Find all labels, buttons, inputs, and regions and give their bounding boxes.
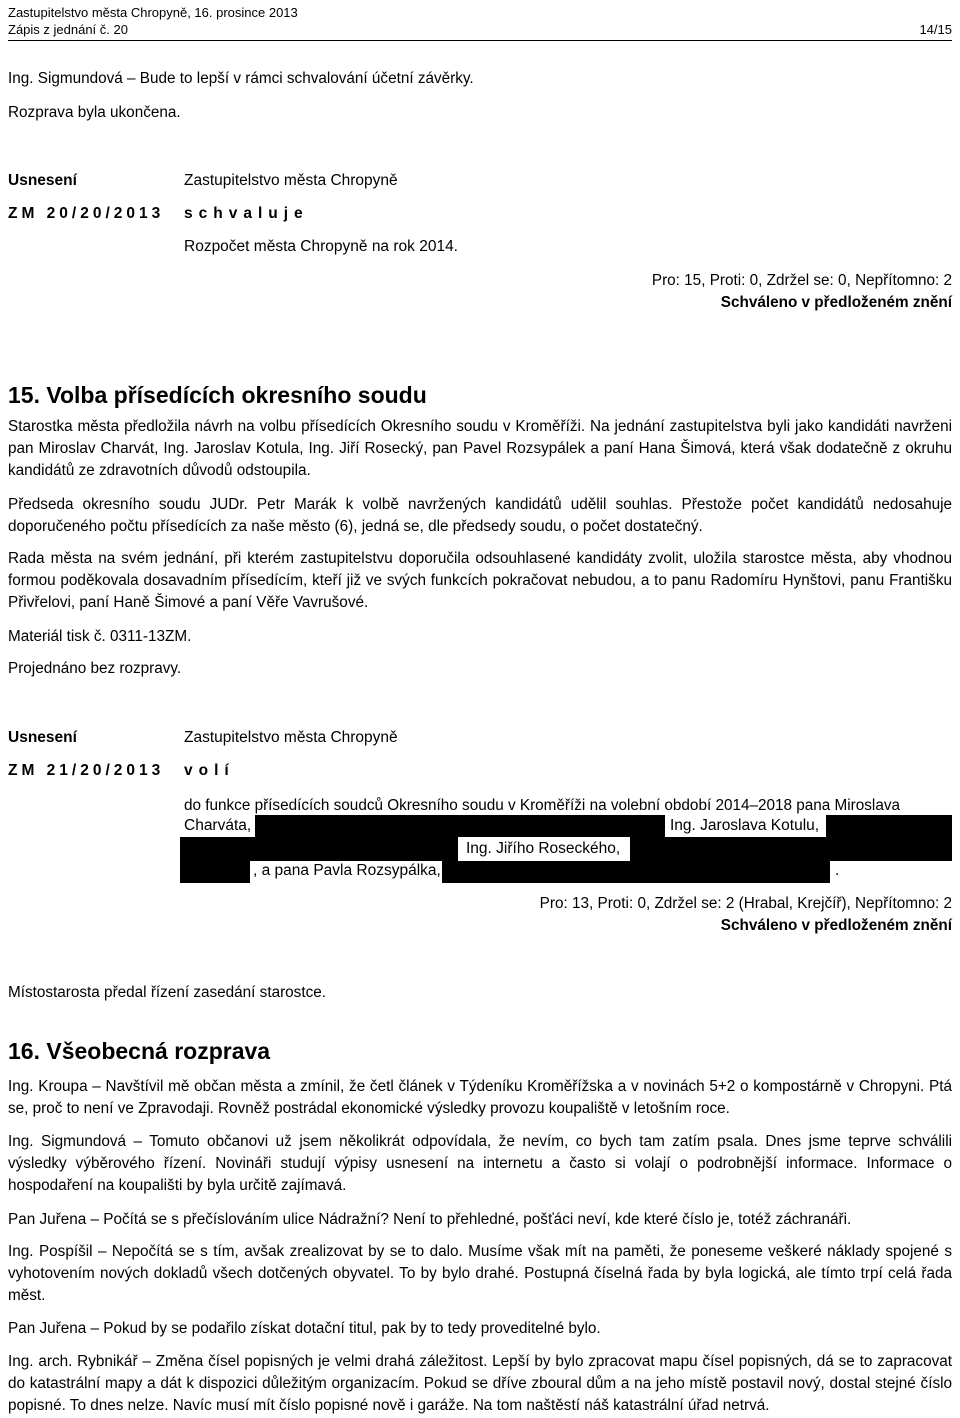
intro-paragraph: Ing. Sigmundová – Bude to lepší v rámci schvalování účetní závěrky.: [8, 70, 474, 87]
vote-result: Schváleno v předloženém znění: [720, 917, 952, 934]
vote-block: [540, 893, 952, 937]
paragraph: Rada města na svém jednání, při kterém zastupitelstvu doporučila odsouhlasené kandidáty zvolit, uložila starostce města, aby vhodnou formou poděkovala dosavadním přísedícím, kteří již ve svých funkcích pokračovat nebudou, a to panu Radomíru Hynštovi, panu Františku Přivřelovi, paní Haně Šimové a paní Věře Vavrušové.: [8, 550, 952, 611]
resolution-verb: schvaluje: [184, 205, 309, 222]
paragraph: Starostka města předložila návrh na volbu přísedících Okresního soudu v Kroměříži. Na jednání zastupitelstva byli jako kandidáti navrženi pan Miroslav Charvát, Ing. Jaroslav Kotula, Ing. Jiří Rosecký, pan Pavel Rozsypálek a paní Hana Šimová, která však dodatečně z okruhu kandidátů ze zdravotních důvodů odstoupila.: [8, 418, 952, 479]
resolution-code: ZM 21/20/2013: [8, 762, 165, 779]
paragraph: Materiál tisk č. 0311-13ZM.: [8, 628, 192, 645]
intro-paragraph: Rozprava byla ukončena.: [8, 104, 181, 121]
vote-count: Pro: 13, Proti: 0, Zdržel se: 2 (Hrabal, Krejčíř), Nepřítomno: 2: [539, 895, 952, 912]
redaction-bar: [630, 837, 952, 861]
page-number: 14/15: [919, 22, 952, 37]
redaction-bar: [180, 837, 458, 861]
resolution-text: Rozpočet města Chropyně na rok 2014.: [184, 238, 458, 255]
vote-result: Schváleno v předloženém znění: [720, 294, 952, 311]
vote-count: Pro: 15, Proti: 0, Zdržel se: 0, Nepřítomno: 2: [651, 272, 952, 289]
resolution-verb: volí: [184, 762, 235, 779]
paragraph: Ing. Pospíšil – Nepočítá se s tím, avšak zrealizovat by se to dalo. Musíme však mít na paměti, že poneseme veškeré náklady spojené s vyhotovením nových dokladů všech dotčených obyvatel. To by bylo drahé. Postupná číselná řada by byla logická, ale tímto trpí celá řada měst.: [8, 1243, 952, 1304]
paragraph: Ing. Sigmundová – Tomuto občanovi už jsem několikrát odpovídala, že nevím, co bych tam zatím psala. Dnes jsme teprve schválili výsledky výběrového řízení. Novináři studují výpisy usnesení na internetu a často si volají o podrobnější informace. Informace o hospodaření na koupališti by byla určitě zajímavá.: [8, 1133, 952, 1194]
resolution-label: Usnesení: [8, 729, 77, 746]
paragraph: Projednáno bez rozpravy.: [8, 660, 182, 677]
resolution-text-fragment: , a pana Pavla Rozsypálka,: [253, 862, 441, 879]
page-header: [8, 4, 952, 38]
resolution-text-fragment: Ing. Jaroslava Kotulu,: [670, 817, 820, 834]
paragraph: Předseda okresního soudu JUDr. Petr Marák k volbě navržených kandidátů udělil souhlas. Přestože počet kandidátů nedosahuje doporučeného počtu přísedících za naše město (6), jedná se, dle předsedy soudu, o počet dostatečný.: [8, 496, 952, 535]
resolution-body-org: Zastupitelstvo města Chropyně: [184, 729, 398, 746]
redaction-bar: [255, 815, 665, 837]
redaction-bar: [442, 861, 830, 883]
resolution-code: ZM 20/20/2013: [8, 205, 165, 222]
paragraph: Pan Juřena – Počítá se s přečíslováním ulice Nádražní? Není to přehledné, pošťáci neví, kde které číslo je, totéž záchranáři.: [8, 1211, 852, 1228]
redaction-bar: [180, 861, 250, 883]
resolution-body-org: Zastupitelstvo města Chropyně: [184, 172, 398, 189]
resolution-text-fragment: Charváta,: [184, 817, 252, 834]
paragraph: Pan Juřena – Pokud by se podařilo získat dotační titul, pak by to tedy proveditelné bylo.: [8, 1320, 601, 1337]
header-title: Zastupitelstvo města Chropyně, 16. prosince 2013: [8, 5, 298, 20]
header-subtitle: Zápis z jednání č. 20: [8, 22, 128, 37]
vote-block: [652, 270, 952, 314]
section-heading: 16. Všeobecná rozprava: [8, 1038, 271, 1064]
paragraph: Ing. Kroupa – Navštívil mě občan města a zmínil, že četl článek v Týdeníku Kroměřížska a v novinách 5+2 o kompostárně v Chropyni. Ptá se, proč to není ve Zpravodaji. Rovněž postrádal ekonomické výsledky provozu koupaliště v letošním roce.: [8, 1078, 952, 1117]
resolution-text-line: do funkce přísedících soudců Okresního soudu v Kroměříži na volební období 2014–2018 pana Miroslava: [184, 797, 900, 814]
section-heading: 15. Volba přísedících okresního soudu: [8, 382, 427, 408]
resolution-text-fragment: Ing. Jiřího Roseckého,: [466, 840, 621, 857]
resolution-label: Usnesení: [8, 172, 77, 189]
resolution-text-fragment: .: [835, 862, 840, 879]
paragraph: Ing. arch. Rybnikář – Změna čísel popisných je velmi drahá záležitost. Lepší by bylo zpracovat mapu čísel popisných, dá se to zapracovat do katastrální mapy a dát k dispozici důležitým organizacím. Pokud se dříve zboural dům a na jeho místě postavil nový, dostal stejné číslo popisné. To dnes nelze. Navíc musí mít číslo popisné nově i garáže. Na tom naštěstí náš katastrální úřad netrvá.: [8, 1353, 952, 1414]
paragraph: Místostarosta předal řízení zasedání starostce.: [8, 984, 326, 1001]
header-divider: [8, 40, 952, 41]
redaction-bar: [826, 815, 952, 837]
